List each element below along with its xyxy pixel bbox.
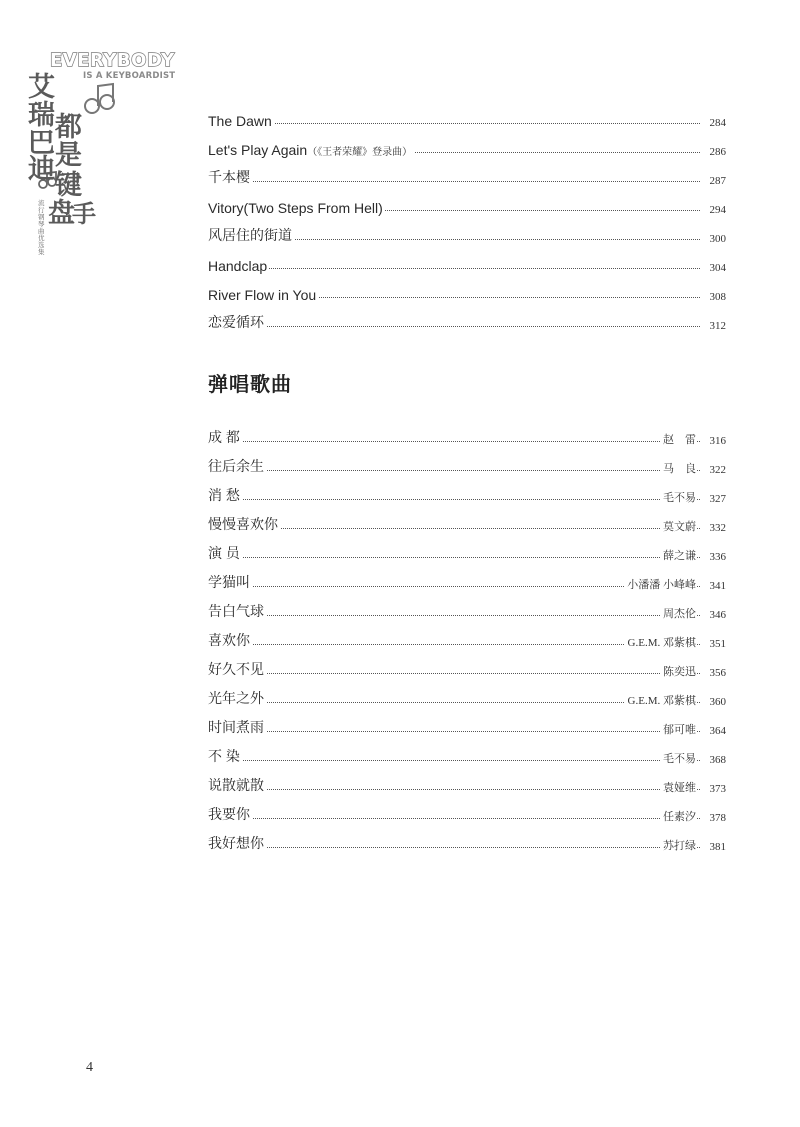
dot-leader bbox=[208, 268, 700, 269]
toc-entry-artist: 莫文蔚 bbox=[660, 518, 696, 534]
toc-entry-page: 312 bbox=[700, 320, 726, 332]
toc-entry[interactable] bbox=[208, 194, 726, 218]
toc-entry[interactable] bbox=[208, 831, 726, 855]
toc-entry-title: 喜欢你 bbox=[208, 632, 250, 648]
dot-leader bbox=[208, 789, 700, 790]
toc-entry-page: 308 bbox=[700, 291, 726, 303]
toc-entry[interactable] bbox=[208, 686, 726, 710]
toc-entry-page: 368 bbox=[700, 754, 726, 766]
toc-entry-title: 光年之外 bbox=[208, 690, 264, 706]
toc-entry[interactable] bbox=[208, 454, 726, 478]
toc-entry-page: 284 bbox=[700, 117, 726, 129]
toc-entry-artist: 薛之谦 bbox=[660, 547, 696, 563]
toc-entry-artist: G.E.M. 邓紫棋 bbox=[625, 692, 696, 708]
toc-entry-title: 慢慢喜欢你 bbox=[208, 516, 278, 532]
toc-entry-title: The Dawn bbox=[208, 113, 272, 129]
toc-entry-artist: 陈奕迅 bbox=[660, 663, 696, 679]
dot-leader bbox=[208, 499, 700, 500]
logo-english-title: EVERYBODY bbox=[50, 50, 175, 71]
toc-entry-title: 演 员 bbox=[208, 545, 240, 561]
toc-entry-title: 千本樱 bbox=[208, 169, 250, 185]
dot-leader bbox=[208, 818, 700, 819]
toc-entry-artist: G.E.M. 邓紫棋 bbox=[625, 634, 696, 650]
toc-entry-page: 322 bbox=[700, 464, 726, 476]
toc-entry-artist: 毛不易 bbox=[660, 489, 696, 505]
dot-leader bbox=[208, 123, 700, 124]
toc-entry-title: 消 愁 bbox=[208, 487, 240, 503]
toc-entry-page: 346 bbox=[700, 609, 726, 621]
toc-entry-artist: 周杰伦 bbox=[660, 605, 696, 621]
logo-char: 键 bbox=[55, 170, 82, 201]
logo-char: 盘 bbox=[48, 198, 75, 229]
toc-entry-title: 我好想你 bbox=[208, 835, 264, 851]
toc-entry[interactable] bbox=[208, 715, 726, 739]
toc-entry[interactable] bbox=[208, 512, 726, 536]
toc-entry-artist: 郁可唯 bbox=[660, 721, 696, 737]
logo-char: 是 bbox=[55, 140, 82, 171]
toc-entry-page: 327 bbox=[700, 493, 726, 505]
toc-entry[interactable] bbox=[208, 136, 726, 160]
dot-leader bbox=[208, 731, 700, 732]
toc-entry-artist: 毛不易 bbox=[660, 750, 696, 766]
toc-entry-page: 356 bbox=[700, 667, 726, 679]
toc-entry[interactable] bbox=[208, 744, 726, 768]
logo-char: 瑞 bbox=[28, 100, 55, 131]
dot-leader bbox=[208, 470, 700, 471]
toc-entry-page: 336 bbox=[700, 551, 726, 563]
toc-entry[interactable] bbox=[208, 223, 726, 247]
toc-entry-artist: 任素汐 bbox=[660, 808, 696, 824]
toc-entry-title: Vitory(Two Steps From Hell) bbox=[208, 200, 383, 216]
music-note-icon bbox=[80, 80, 120, 120]
toc-entry-page: 378 bbox=[700, 812, 726, 824]
toc-entry-title: 时间煮雨 bbox=[208, 719, 264, 735]
toc-entry[interactable] bbox=[208, 599, 726, 623]
logo-char: 艾 bbox=[28, 72, 55, 103]
toc-entry[interactable] bbox=[208, 657, 726, 681]
page-number: 4 bbox=[86, 1060, 93, 1075]
toc-entry-artist: 袁娅维 bbox=[660, 779, 696, 795]
toc-entry-artist: 马 良 bbox=[660, 460, 696, 476]
toc-entry[interactable] bbox=[208, 165, 726, 189]
toc-entry-title: 往后余生 bbox=[208, 458, 264, 474]
dot-leader bbox=[208, 528, 700, 529]
toc-entry-page: 287 bbox=[700, 175, 726, 187]
toc-entry-page: 381 bbox=[700, 841, 726, 853]
toc-entry[interactable] bbox=[208, 628, 726, 652]
dot-leader bbox=[208, 181, 700, 182]
toc-entry-title: 学猫叫 bbox=[208, 574, 250, 590]
dot-leader bbox=[208, 615, 700, 616]
toc-entry[interactable] bbox=[208, 252, 726, 276]
dot-leader bbox=[208, 441, 700, 442]
logo-char: 巴 bbox=[28, 128, 55, 159]
toc-entry-title: 风居住的街道 bbox=[208, 227, 292, 243]
toc-entry-title: 说散就散 bbox=[208, 777, 264, 793]
toc-entry-title: 好久不见 bbox=[208, 661, 264, 677]
toc-entry[interactable] bbox=[208, 773, 726, 797]
toc-entry-page: 286 bbox=[700, 146, 726, 158]
toc-entry-page: 332 bbox=[700, 522, 726, 534]
toc-entry-page: 316 bbox=[700, 435, 726, 447]
toc-entry-title: 恋爱循环 bbox=[208, 314, 264, 330]
toc-entry-page: 373 bbox=[700, 783, 726, 795]
toc-entry[interactable] bbox=[208, 281, 726, 305]
logo-char: 都 bbox=[55, 112, 82, 143]
toc-entry-title: Handclap bbox=[208, 258, 268, 274]
toc-entry-title: 成 都 bbox=[208, 429, 240, 445]
dot-leader bbox=[208, 673, 700, 674]
toc-entry-artist: 苏打绿 bbox=[660, 837, 696, 853]
toc-entry-title: 不 染 bbox=[208, 748, 240, 764]
toc-entry[interactable] bbox=[208, 541, 726, 565]
toc-entry-title: River Flow in You bbox=[208, 287, 317, 303]
toc-entry-title: 告白气球 bbox=[208, 603, 264, 619]
toc-entry-artist: 小潘潘 小峰峰 bbox=[624, 576, 696, 592]
dot-leader bbox=[208, 557, 700, 558]
book-logo bbox=[28, 50, 178, 256]
toc-entry[interactable] bbox=[208, 425, 726, 449]
toc-entry[interactable] bbox=[208, 310, 726, 334]
toc-entry-page: 304 bbox=[700, 262, 726, 274]
toc-entry-page: 341 bbox=[700, 580, 726, 592]
toc-entry-page: 294 bbox=[700, 204, 726, 216]
toc-entry-title: 我要你 bbox=[208, 806, 250, 822]
toc-entry-page: 300 bbox=[700, 233, 726, 245]
toc-entry-page: 351 bbox=[700, 638, 726, 650]
logo-char: 迪 bbox=[28, 154, 55, 185]
toc-entry[interactable] bbox=[208, 483, 726, 507]
toc-entry-artist: 赵 雷 bbox=[660, 431, 696, 447]
toc-entry[interactable] bbox=[208, 570, 726, 594]
toc-entry-title: Let's Play Again（《王者荣耀》登录曲） bbox=[208, 142, 413, 158]
logo-english-subtitle: IS A KEYBOARDIST bbox=[83, 71, 176, 81]
toc-entry[interactable] bbox=[208, 802, 726, 826]
toc-entry[interactable] bbox=[208, 107, 726, 131]
dot-leader bbox=[208, 760, 700, 761]
logo-subtitle: 流行钢琴曲优选集 bbox=[38, 199, 45, 256]
logo-char: 手 bbox=[72, 200, 96, 228]
section-heading: 弹唱歌曲 bbox=[208, 372, 292, 396]
toc-entry-page: 364 bbox=[700, 725, 726, 737]
toc-entry-note: （《王者荣耀》登录曲） bbox=[307, 147, 413, 158]
dot-leader bbox=[208, 326, 700, 327]
toc-entry-page: 360 bbox=[700, 696, 726, 708]
dot-leader bbox=[208, 847, 700, 848]
